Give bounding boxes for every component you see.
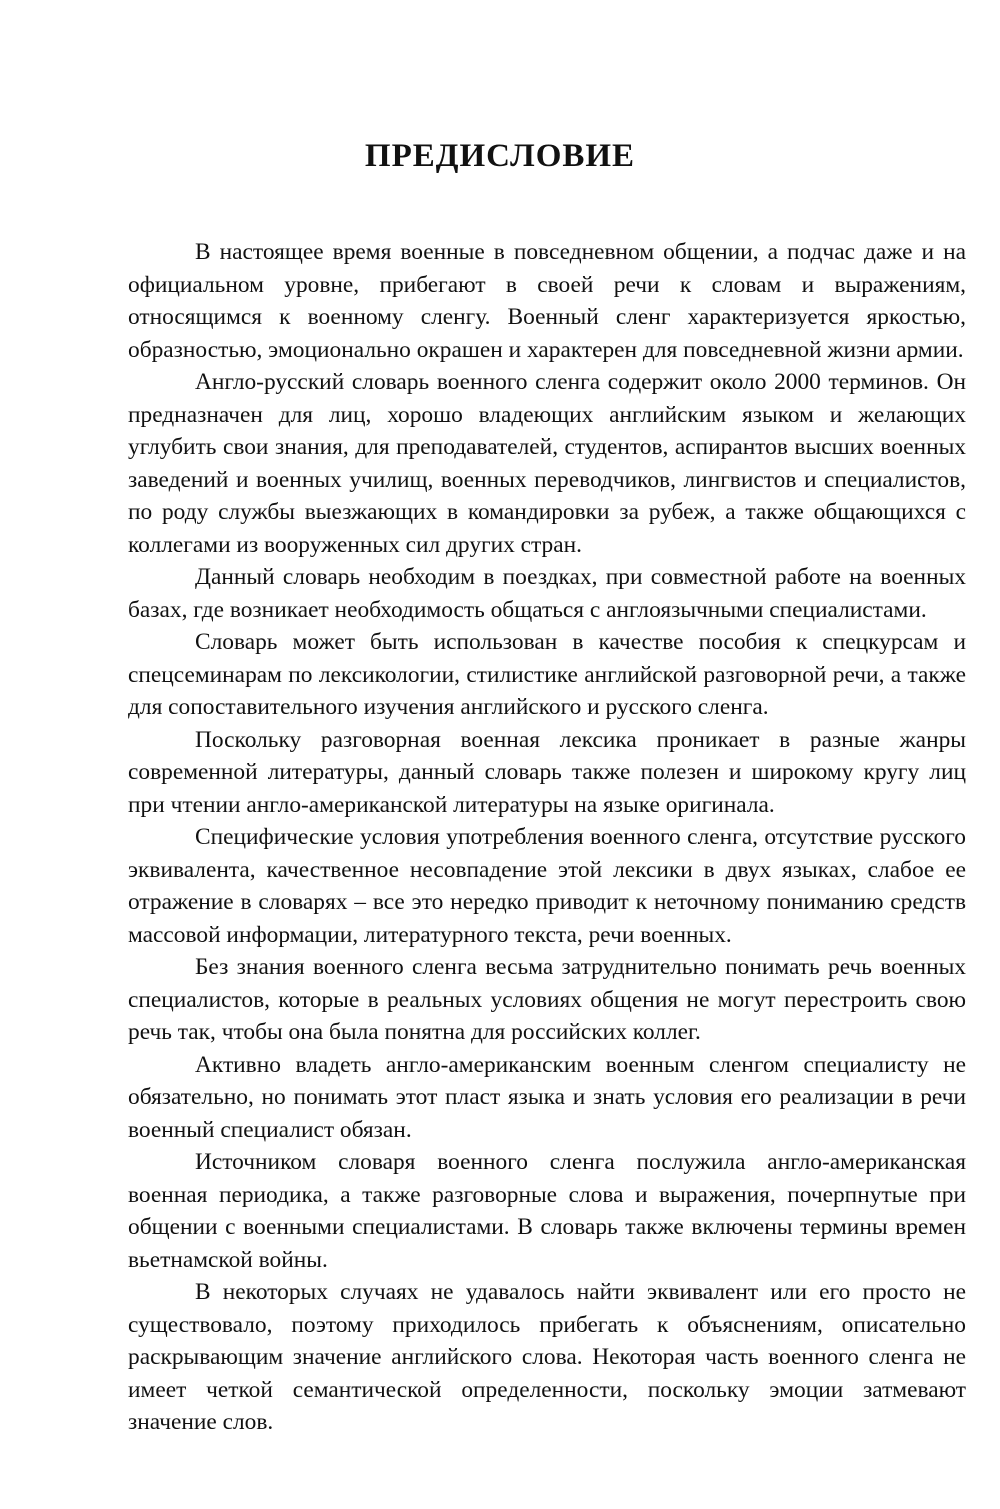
paragraph: Данный словарь необходим в поездках, при совместной работе на военных базах, где возникает необходимость общаться с англоязычными специалистами. xyxy=(128,564,966,623)
paragraph: В некоторых случаях не удавалось найти эквивалент или его просто не существовало, поэтому приходилось прибегать к объяснениям, описательно раскрывающим значение английского слова. Некоторая часть военного сленга не имеет четкой семантической определенности, поскольку эмоции затмевают значение слов. xyxy=(128,1279,966,1435)
body-text xyxy=(128,236,966,1439)
paragraph: Поскольку разговорная военная лексика проникает в разные жанры современной литературы, данный словарь также полезен и широкому кругу лиц при чтении англо-американской литературы на языке оригинала. xyxy=(128,726,966,818)
paragraph: Специфические условия употребления военного сленга, отсутствие русского эквивалента, качественное несовпадение этой лексики в двух языках, слабое ее отражение в словарях – все это нередко приводит к неточному пониманию средств массовой информации, литературного текста, речи военных. xyxy=(128,824,966,948)
paragraph: В настоящее время военные в повседневном общении, а подчас даже и на официальном уровне, прибегают в своей речи к словам и выражениям, относящимся к военному сленгу. Военный сленг характеризуется яркостью, образностью, эмоционально окрашен и характерен для повседневной жизни армии. xyxy=(128,239,966,363)
paragraph: Активно владеть англо-американским военным сленгом специалисту не обязательно, но понимать этот пласт языка и знать условия его реализации в речи военный специалист обязан. xyxy=(128,1051,966,1143)
page-title: ПРЕДИСЛОВИЕ xyxy=(364,138,636,174)
paragraph: Словарь может быть использован в качестве пособия к спецкурсам и спецсеминарам по лексикологии, стилистике английской разговорной речи, а также для сопоставительного изучения английского и русского сленга. xyxy=(128,629,966,720)
paragraph: Без знания военного сленга весьма затруднительно понимать речь военных специалистов, которые в реальных условиях общения не могут перестроить свою речь так, чтобы она была понятна для российских коллег. xyxy=(128,954,966,1045)
paragraph: Англо-русский словарь военного сленга содержит около 2000 терминов. Он предназначен для лиц, хорошо владеющих английским языком и желающих углубить свои знания, для преподавателей, студентов, аспирантов высших военных заведений и военных училищ, военных переводчиков, лингвистов и специалистов, по роду службы выезжающих в командировки за рубеж, а также общающихся с коллегами из вооруженных сил других стран. xyxy=(128,369,966,558)
paragraph: Источником словаря военного сленга послужила англо-американская военная периодика, а также разговорные слова и выражения, почерпнутые при общении с военными специалистами. В словарь также включены термины времен вьетнамской войны. xyxy=(128,1149,966,1273)
